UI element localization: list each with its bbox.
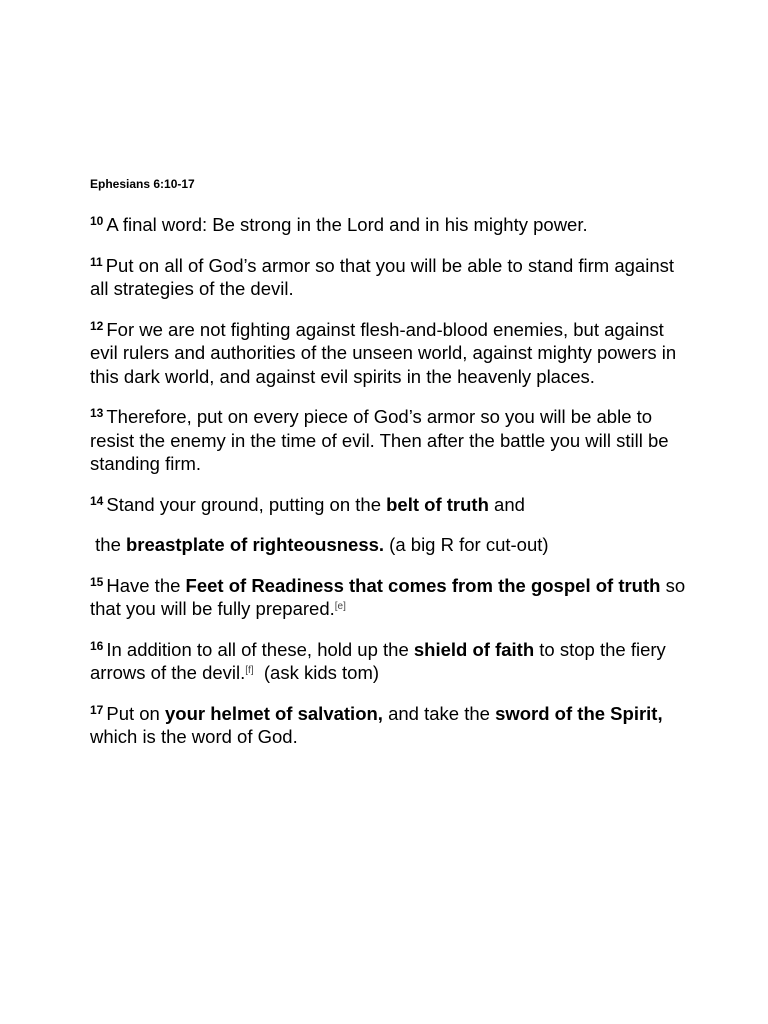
verse-10 — [90, 213, 690, 237]
verse-text: A final word: Be strong in the Lord and in his mighty power. — [106, 214, 588, 235]
verse-text: Stand your ground, putting on the — [106, 493, 387, 515]
verse-number: 15 — [90, 574, 104, 589]
footnote-link[interactable]: [f] — [245, 665, 254, 676]
verse-text: (a big R for cut-out) — [384, 534, 549, 555]
verse-17 — [90, 702, 690, 749]
verse-emphasis: shield of faith — [413, 638, 535, 660]
verse-15 — [90, 574, 690, 621]
verse-number: 16 — [90, 638, 104, 653]
verse-text: Put on all of God’s armor so that you will be able to stand firm against all strategies of the devil. — [90, 254, 675, 299]
verse-text: and — [488, 493, 525, 515]
verse-number: 10 — [90, 214, 104, 228]
verse-13 — [90, 405, 690, 476]
verse-number: 14 — [90, 493, 104, 508]
verse-emphasis: your helmet of salvation, — [165, 702, 383, 724]
verse-text: and take the — [382, 702, 496, 724]
verse-text: Put on — [106, 702, 165, 724]
verse-text: to stop the fiery arrows of the devil. — [90, 638, 671, 683]
verse-emphasis: belt of truth — [386, 493, 489, 515]
verse-number: 11 — [90, 254, 103, 269]
verse-text: For we are not fighting against flesh-and-blood enemies, but against evil rulers and authorities of the unseen world, against mighty powers in this dark world, and against evil spirits in the heavenly places. — [90, 318, 677, 387]
document-page — [90, 177, 690, 766]
verse-text: so that you will be fully prepared. — [90, 574, 686, 619]
verse-text: Have the — [106, 574, 186, 596]
verse-12 — [90, 318, 690, 389]
verse-emphasis: sword of the Spirit, — [495, 702, 663, 724]
footnote-link[interactable]: [e] — [334, 601, 346, 612]
verse-text: In addition to all of these, hold up the — [106, 638, 414, 660]
verse-note: (ask kids tom) — [253, 662, 380, 683]
verse-emphasis: breastplate of righteousness. — [126, 534, 385, 555]
document-title: Ephesians 6:10-17 — [90, 177, 195, 191]
verse-14-continued — [90, 533, 690, 557]
verse-text: the — [90, 534, 126, 555]
verse-emphasis: Feet of Readiness that comes from the gospel of truth — [185, 574, 661, 596]
verse-number: 13 — [90, 406, 104, 420]
verse-number: 17 — [90, 702, 104, 717]
verse-text: which is the word of God. — [90, 726, 298, 747]
verse-number: 12 — [90, 318, 104, 333]
verse-16 — [90, 638, 690, 685]
verse-11 — [90, 254, 690, 301]
verse-14 — [90, 493, 690, 517]
verse-text: Therefore, put on every piece of God’s armor so you will be able to resist the enemy in the time of evil. Then after the battle you will still be standing firm. — [90, 406, 669, 474]
